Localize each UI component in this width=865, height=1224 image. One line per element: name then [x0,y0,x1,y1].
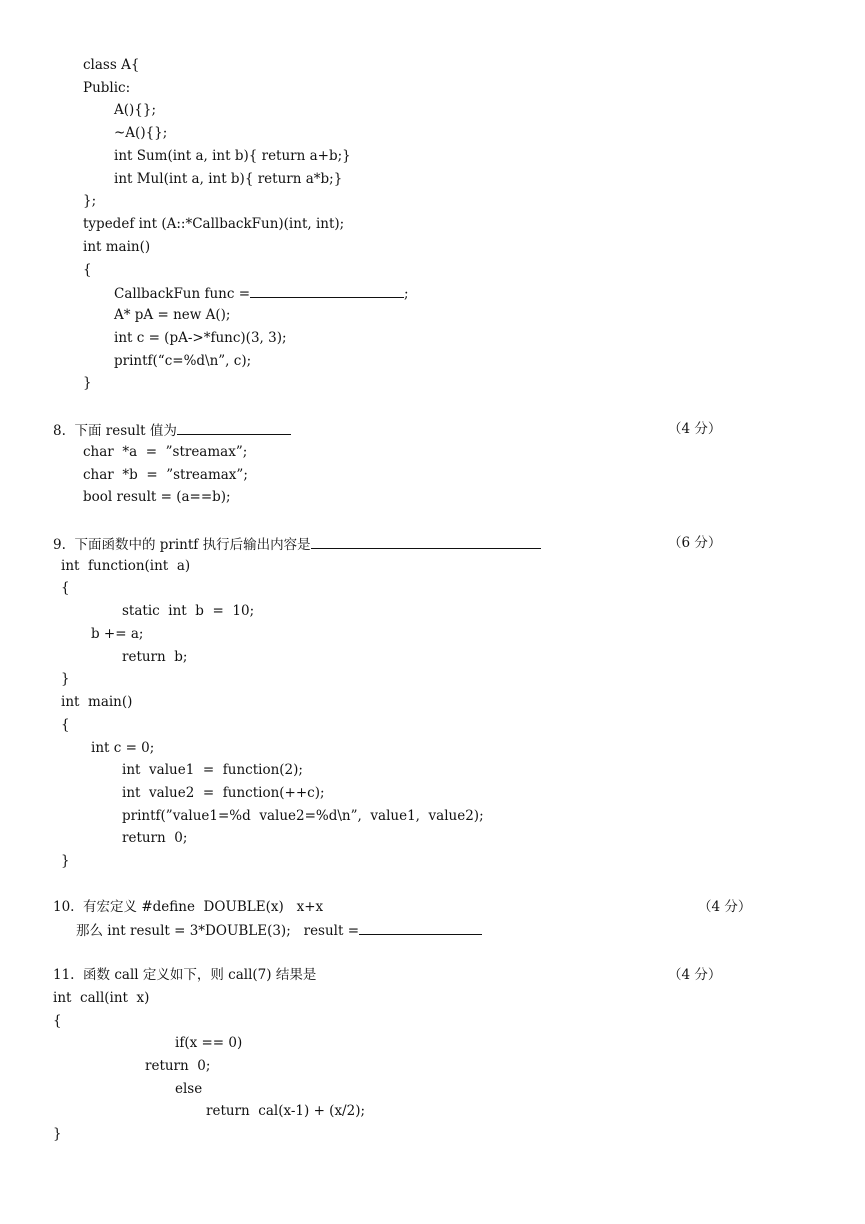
code-line: { [83,262,92,278]
question-score: （4 分） [668,967,722,983]
code-line: A* pA = new A(); [114,307,231,323]
code-line: return 0; [145,1058,211,1074]
code-line: int Mul(int a, int b){ return a*b;} [114,171,343,187]
code-line: } [53,1126,62,1142]
answer-blank[interactable] [359,920,482,935]
code-line: char *b = ”streamax”; [83,467,248,483]
question-line [76,920,482,940]
code-line-with-blank: CallbackFun func = ; [114,283,409,303]
code-line: return b; [122,649,188,665]
code-line: A(){}; [114,102,157,118]
question-score: （4 分） [698,899,752,915]
question-prompt: 10. 有宏定义 #define DOUBLE(x) x+x [53,899,324,915]
code-line: int function(int a) [61,558,191,574]
code-line: b += a; [91,626,144,642]
code-line: int c = 0; [91,740,155,756]
code-line: { [53,1013,62,1029]
code-line: char *a = ”streamax”; [83,444,248,460]
question-text: 8. 下面 result 值为 [53,423,177,439]
code-line: Public: [83,80,131,96]
code-line: int c = (pA->*func)(3, 3); [114,330,287,346]
question-score: （6 分） [668,535,722,551]
answer-blank[interactable] [311,534,541,549]
code-line: int Sum(int a, int b){ return a+b;} [114,148,351,164]
code-line: } [61,671,70,687]
question-score: （4 分） [668,421,722,437]
code-line: int value1 = function(2); [122,762,303,778]
question-prompt [53,534,541,554]
code-line: int call(int x) [53,990,150,1006]
answer-blank[interactable] [177,420,291,435]
code-line: return 0; [122,830,188,846]
code-text: CallbackFun func = [114,286,251,302]
question-text: 那么 int result = 3*DOUBLE(3); result = [76,923,360,939]
code-line: bool result = (a==b); [83,489,231,505]
question-prompt [53,420,291,440]
code-line: } [83,375,92,391]
code-line: int main() [61,694,133,710]
code-line: } [61,853,70,869]
question-text: 9. 下面函数中的 printf 执行后输出内容是 [53,537,311,553]
question-prompt: 11. 函数 call 定义如下，则 call(7) 结果是 [53,967,317,983]
code-line: printf(“c=%d\n”, c); [114,353,252,369]
code-line: else [175,1081,203,1097]
code-line: int main() [83,239,151,255]
code-line: printf(”value1=%d value2=%d\n”, value1, value2); [122,808,484,824]
code-line: typedef int (A::*CallbackFun)(int, int); [83,216,345,232]
code-line: ~A(){}; [114,125,168,141]
code-line: int value2 = function(++c); [122,785,325,801]
code-line: static int b = 10; [122,603,255,619]
code-line: class A{ [83,57,140,73]
code-line: return cal(x-1) + (x/2); [206,1103,366,1119]
code-line: if(x == 0) [175,1035,243,1051]
code-line: { [61,717,70,733]
answer-blank[interactable] [250,283,404,298]
code-line: { [61,580,70,596]
code-line: }; [83,193,97,209]
